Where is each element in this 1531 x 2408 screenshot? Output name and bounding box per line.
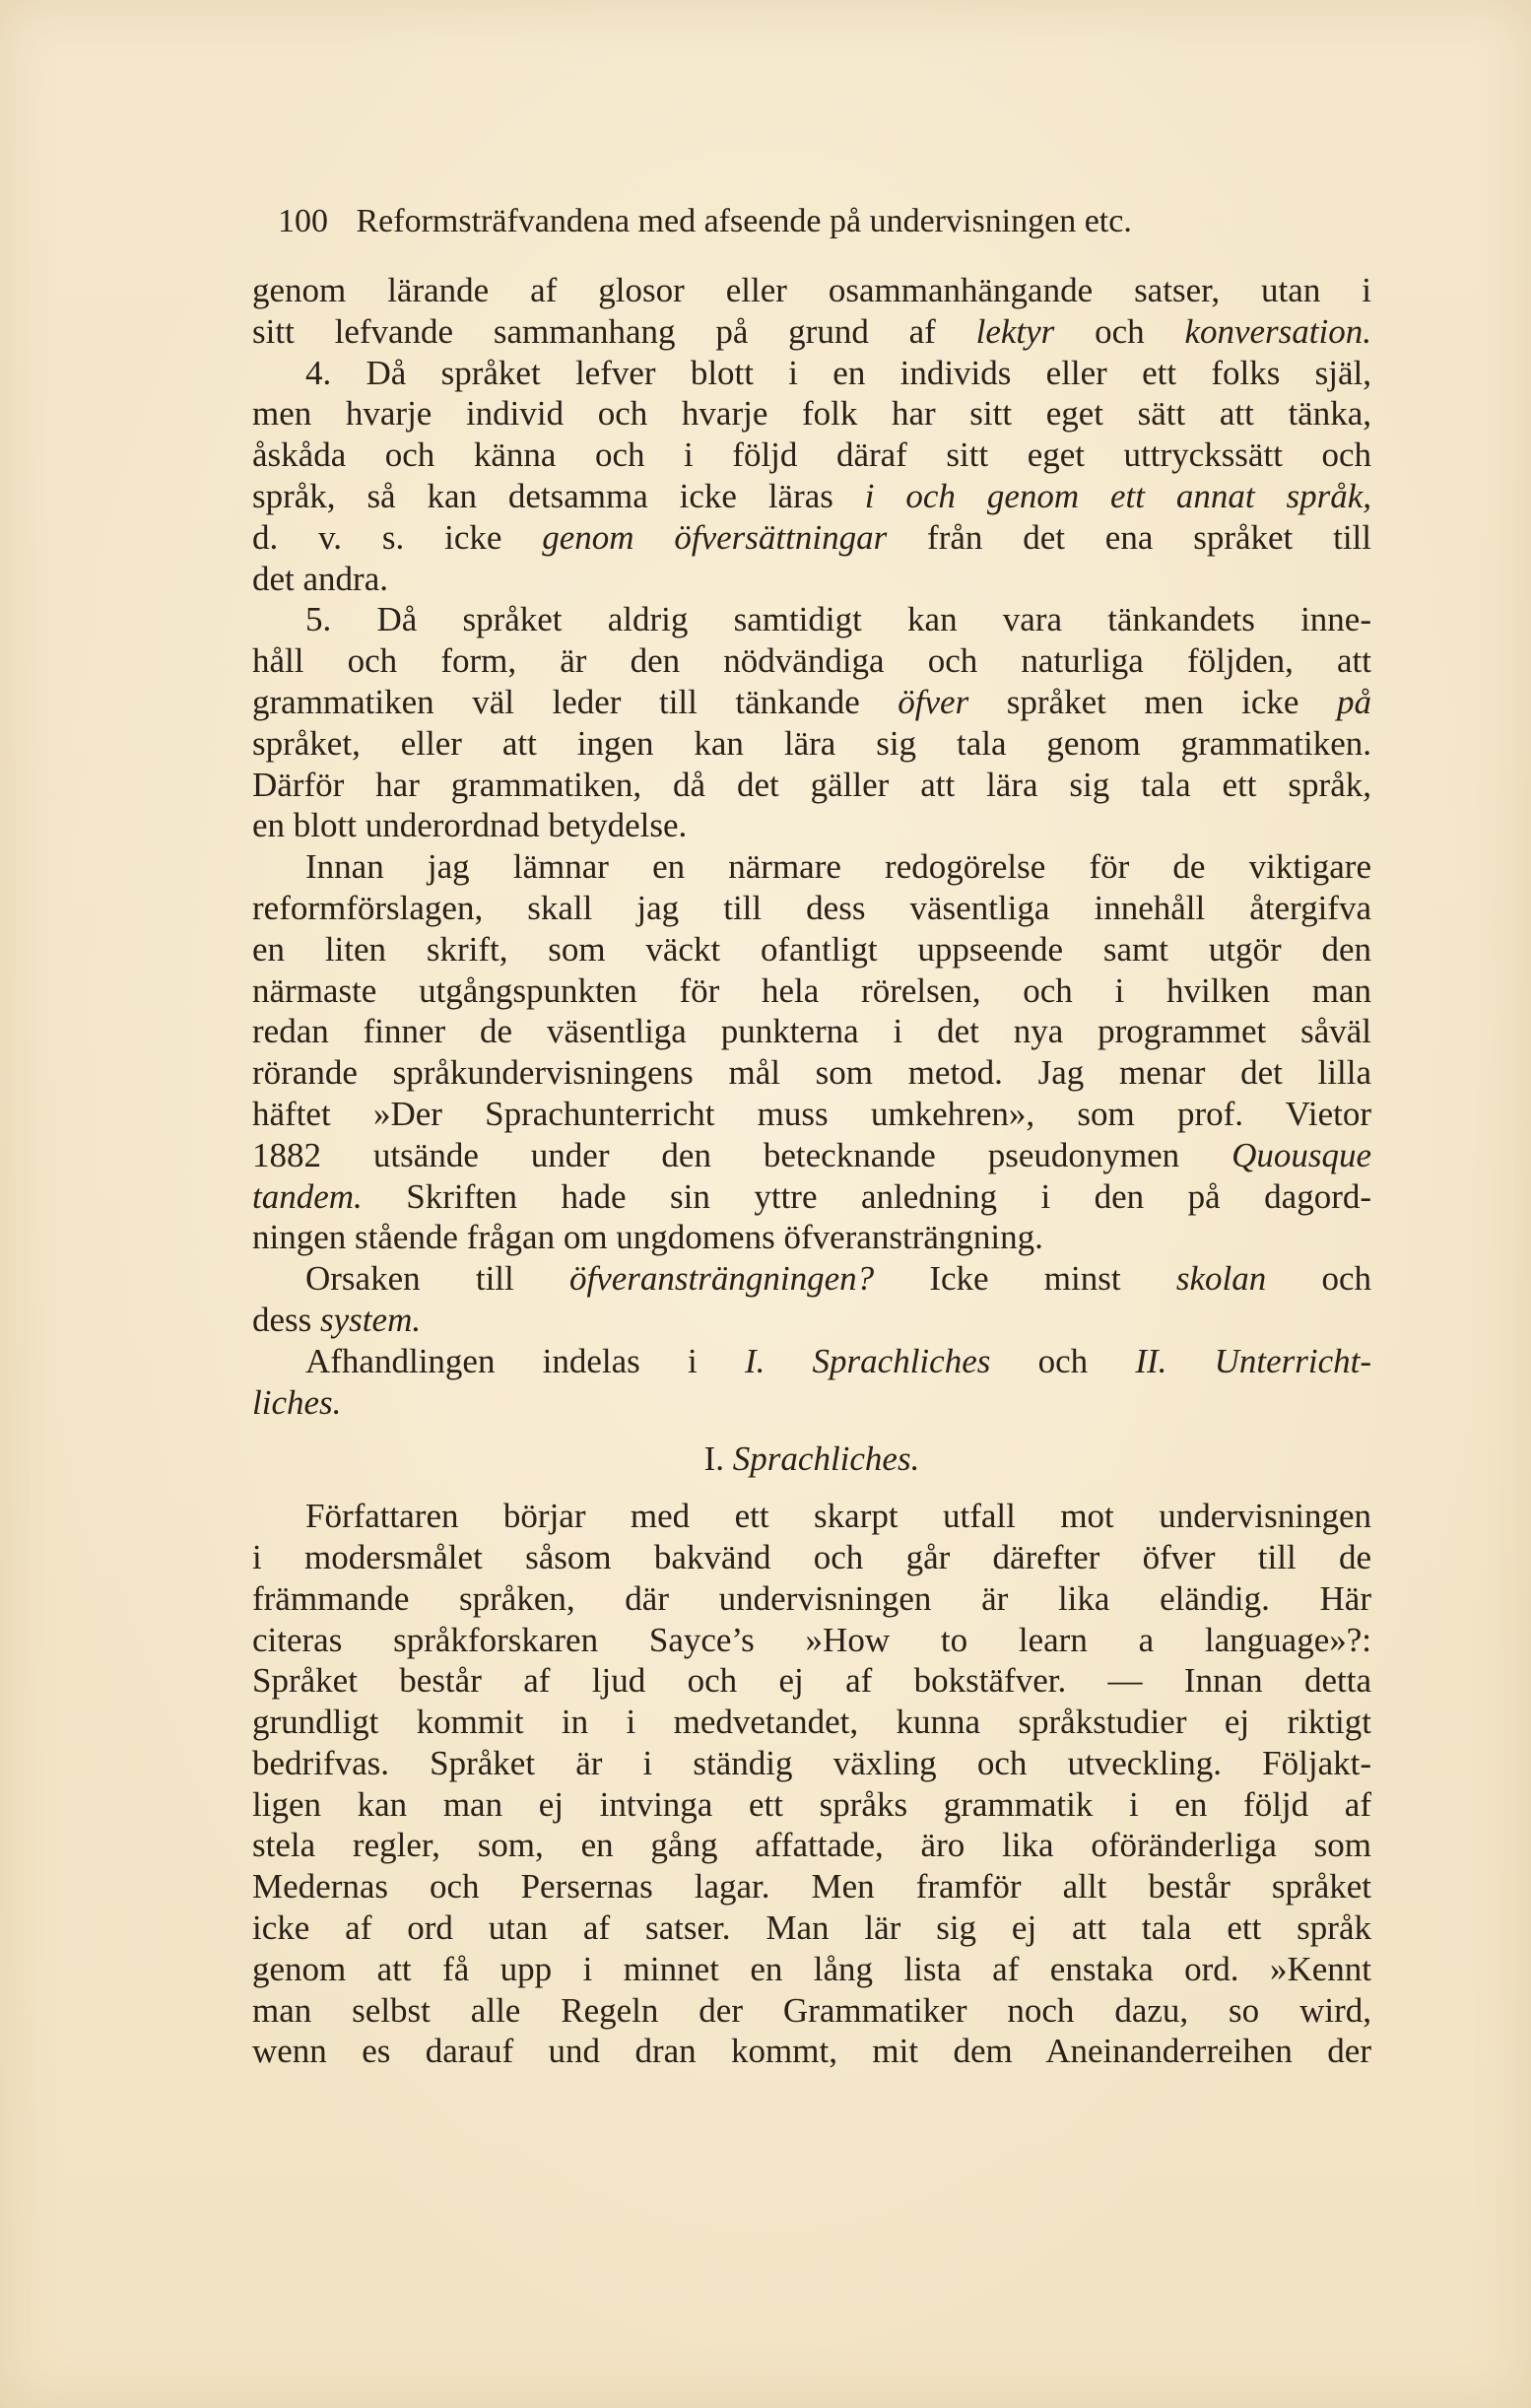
text-run: och — [1054, 311, 1185, 351]
text-run: närmaste utgångspunkten för hela rörelsen, och i hvilken man — [252, 970, 1371, 1010]
text-run: stela regler, som, en gång affattade, äro lika oföränderliga som — [252, 1826, 1371, 1865]
italic-run: öfver — [898, 682, 969, 721]
text-line — [252, 311, 1371, 353]
text-run: bedrifvas. Språket är i ständig växling och utveckling. Följakt- — [252, 1743, 1371, 1782]
italic-run: tandem. — [252, 1176, 363, 1216]
text-run: wenn es darauf und dran kommt, mit dem Aneinanderreihen der — [252, 2032, 1371, 2071]
text-run: Innan jag lämnar en närmare redogörelse för de viktigare — [305, 847, 1371, 887]
text-run: citeras språkforskaren Sayce’s »How to learn a language»?: — [252, 1620, 1371, 1659]
text-line — [252, 805, 1371, 846]
text-run: åskåda och känna och i följd däraf sitt eget uttryckssätt och — [252, 435, 1371, 475]
text-line — [252, 1866, 1371, 1907]
text-line — [252, 1620, 1371, 1661]
text-line — [252, 599, 1371, 640]
text-run: och — [990, 1341, 1136, 1380]
text-line — [252, 435, 1371, 476]
text-line — [252, 1300, 1371, 1341]
text-run: genom lärande af glosor eller osammanhängande satser, utan i — [252, 271, 1371, 309]
text-line — [252, 1702, 1371, 1743]
text-line — [252, 682, 1371, 723]
text-line — [252, 1382, 1371, 1424]
text-line — [252, 1990, 1371, 2032]
page-number: 100 — [278, 203, 328, 239]
text-line — [252, 765, 1371, 806]
text-line — [252, 1907, 1371, 1949]
text-line — [252, 1743, 1371, 1784]
text-run: det andra. — [252, 559, 388, 598]
text-line — [252, 1341, 1371, 1382]
text-run: d. v. s. icke — [252, 517, 543, 557]
italic-run: Sprachliches. — [732, 1439, 920, 1479]
text-run: icke af ord utan af satser. Man lär sig ej att tala ett språk — [252, 1908, 1371, 1948]
italic-run: liches. — [252, 1382, 342, 1422]
text-line — [252, 353, 1371, 394]
text-line — [252, 1011, 1371, 1052]
section-heading — [252, 1438, 1371, 1480]
text-line — [252, 517, 1371, 559]
italic-run: konversation. — [1184, 311, 1371, 351]
page-body — [252, 270, 1371, 2072]
text-run: 4. Då språket lefver blott i en individs eller ett folks själ, — [305, 353, 1371, 392]
text-run: genom att få upp i minnet en lång lista af enstaka ord. »Kennt — [252, 1949, 1371, 1988]
running-title: Reformsträfvandena med afseende på undervisningen etc. — [356, 203, 1132, 239]
text-run: reformförslagen, skall jag till dess väsentliga innehåll återgifva — [252, 888, 1371, 927]
text-line — [252, 2031, 1371, 2072]
italic-run: genom öfversättningar — [542, 517, 888, 557]
text-run: från det ena språket till — [887, 517, 1371, 557]
text-line — [252, 1537, 1371, 1578]
italic-run: lektyr — [975, 311, 1055, 351]
text-line — [252, 559, 1371, 600]
italic-run: Quousque — [1231, 1135, 1371, 1174]
text-run: och — [1266, 1259, 1371, 1299]
text-run: Orsaken till — [305, 1259, 569, 1299]
text-run: I. — [703, 1439, 733, 1479]
italic-run: II. Unterricht- — [1135, 1341, 1371, 1380]
text-run: språk, så kan detsamma icke läras — [252, 476, 865, 515]
text-line — [252, 640, 1371, 682]
text-line — [252, 723, 1371, 765]
italic-run: i och genom ett annat språk, — [864, 476, 1371, 515]
text-run: men hvarje individ och hvarje folk har sitt eget sätt att tänka, — [252, 394, 1371, 434]
text-line — [252, 970, 1371, 1012]
italic-run: öfveransträngningen? — [568, 1259, 875, 1299]
text-run: grammatiken väl leder till tänkande — [252, 682, 899, 721]
text-line — [252, 1176, 1371, 1218]
italic-run: system. — [320, 1300, 422, 1339]
text-line — [252, 1949, 1371, 1990]
text-run: Därför har grammatiken, då det gäller att lära sig tala ett språk, — [252, 765, 1371, 804]
text-line — [252, 1496, 1371, 1537]
text-run: Författaren börjar med ett skarpt utfall mot undervisningen — [305, 1497, 1371, 1536]
italic-run: skolan — [1175, 1259, 1267, 1299]
text-run: språket, eller att ingen kan lära sig tala genom grammatiken. — [252, 723, 1371, 763]
text-line — [252, 1784, 1371, 1826]
text-line — [252, 1217, 1371, 1258]
text-run: 5. Då språket aldrig samtidigt kan vara tänkandets inne- — [305, 600, 1371, 639]
text-run: man selbst alle Regeln der Grammatiker noch dazu, so wird, — [252, 1990, 1371, 2030]
text-run: rörande språkundervisningens mål som metod. Jag menar det lilla — [252, 1053, 1371, 1093]
text-line — [252, 929, 1371, 970]
text-run: en liten skrift, som väckt ofantligt uppseende samt utgör den — [252, 929, 1371, 969]
text-run: Icke minst — [874, 1259, 1176, 1299]
text-line — [252, 1135, 1371, 1176]
text-run: ningen stående frågan om ungdomens öfveransträngning. — [252, 1218, 1043, 1257]
text-run: i modersmålet såsom bakvänd och går därefter öfver till de — [252, 1537, 1371, 1576]
text-run: ligen kan man ej intvinga ett språks grammatik i en följd af — [252, 1784, 1371, 1824]
text-line — [252, 476, 1371, 517]
text-line — [252, 1825, 1371, 1866]
text-line — [252, 393, 1371, 435]
text-line — [252, 1578, 1371, 1620]
text-run: Språket består af ljud och ej af bokstäfver. — Innan detta — [252, 1661, 1371, 1701]
text-line — [252, 1258, 1371, 1300]
text-run: 1882 utsände under den betecknande pseudonymen — [252, 1135, 1232, 1174]
text-run: håll och form, är den nödvändiga och naturliga följden, att — [252, 641, 1371, 681]
text-run: redan finner de väsentliga punkterna i det nya programmet såväl — [252, 1012, 1371, 1051]
text-line — [252, 846, 1371, 888]
text-run: sitt lefvande sammanhang på grund af — [252, 311, 976, 351]
text-line — [252, 270, 1371, 311]
text-run: en blott underordnad betydelse. — [252, 806, 688, 845]
text-run: språket men icke — [968, 682, 1338, 721]
text-run: grundligt kommit in i medvetandet, kunna språkstudier ej riktigt — [252, 1703, 1371, 1742]
text-line — [252, 1094, 1371, 1135]
text-line — [252, 1052, 1371, 1094]
text-line — [252, 1660, 1371, 1702]
text-run: dess — [252, 1300, 321, 1339]
text-line — [252, 888, 1371, 929]
text-run: Afhandlingen indelas i — [305, 1341, 745, 1380]
italic-run: I. Sprachliches — [744, 1341, 991, 1380]
text-run: häftet »Der Sprachunterricht muss umkehren», som prof. Vietor — [252, 1094, 1371, 1133]
italic-run: på — [1337, 682, 1371, 721]
text-run: Medernas och Persernas lagar. Men framför allt består språket — [252, 1867, 1371, 1906]
page-header — [278, 202, 1283, 241]
text-run: främmande språken, där undervisningen är lika eländig. Här — [252, 1578, 1371, 1618]
text-run: Skriften hade sin yttre anledning i den på dagord- — [362, 1176, 1371, 1216]
